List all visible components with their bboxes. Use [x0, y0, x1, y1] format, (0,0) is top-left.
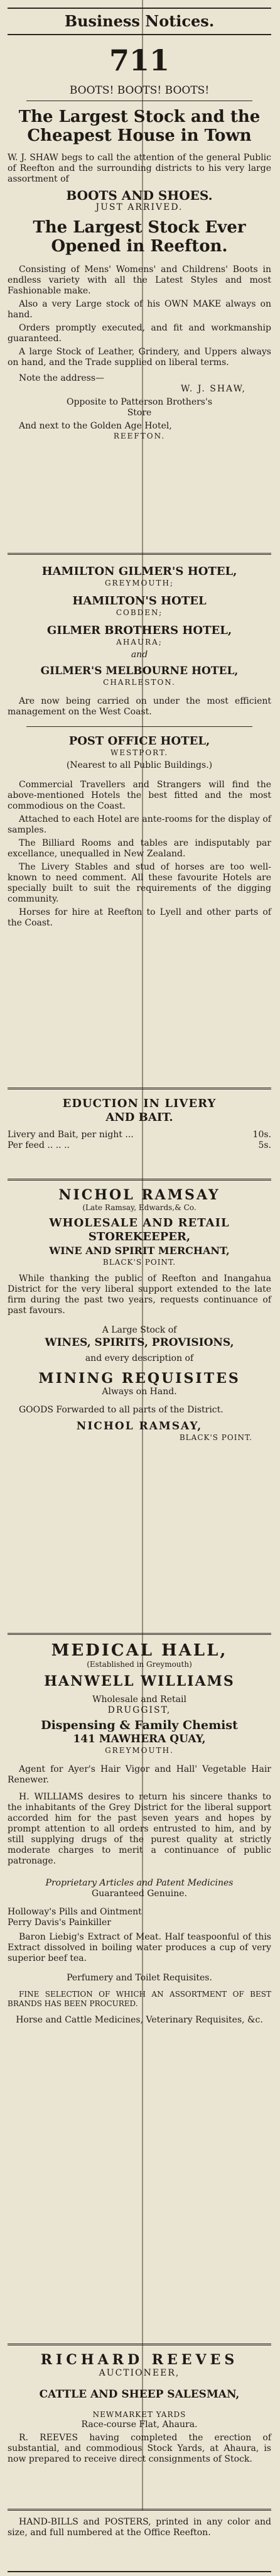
nichol-heading: STOREKEEPER,	[88, 1230, 191, 1243]
divider	[8, 1633, 271, 1635]
price-row	[8, 1130, 271, 1140]
medical-line: DRUGGIST,	[107, 1705, 171, 1715]
price-row	[8, 1140, 271, 1151]
shaw-headline: Cheapest House in Town	[27, 126, 252, 145]
nichol-line: and every description of	[85, 1353, 194, 1363]
shaw-arrived: JUST ARRIVED.	[95, 202, 183, 212]
shaw-advertisement	[8, 44, 271, 547]
hotel-name: POST OFFICE HOTEL,	[68, 734, 210, 748]
divider	[8, 1179, 271, 1181]
shaw-boots-heading: BOOTS AND SHOES.	[66, 188, 213, 203]
shaw-mark: 711	[109, 43, 170, 77]
hotel-town: AHAURA;	[116, 638, 163, 647]
hotel-name: HAMILTON GILMER'S HOTEL,	[41, 565, 237, 578]
medical-line: Guaranteed Genuine.	[92, 1889, 187, 1899]
nichol-line: A Large Stock of	[102, 1325, 177, 1335]
hotel-name: HAMILTON'S HOTEL	[72, 594, 207, 608]
gilmer-paragraph: Attached to each Hotel are ante-rooms for the display of samples.	[8, 814, 271, 835]
shaw-paragraph: Also a very Large stock of his OWN MAKE always on hand.	[8, 299, 271, 320]
hotel-town: CHARLESTON.	[103, 678, 176, 687]
shaw-headline: Opened in Reefton.	[51, 237, 228, 256]
price-value: 10s.	[252, 1130, 271, 1140]
divider	[8, 553, 271, 555]
shaw-headline: The Largest Stock Ever	[33, 218, 246, 237]
medical-line: Holloway's Pills and Ointment	[8, 1907, 142, 1917]
medical-paragraph: FINE SELECTION OF WHICH AN ASSORTMENT OF BEST BRANDS HAS BEEN PROCURED.	[8, 1990, 271, 2008]
shaw-paragraph: A large Stock of Leather, Grindery, and Uppers always on hand, and the Trade supplied on liberal terms.	[8, 347, 271, 368]
gilmer-paragraph: The Livery Stables and stud of horses are too well-known to need comment. All these favourite Hotels are specially built to suit the requirements of the digging community.	[8, 862, 271, 904]
shaw-opposite: Opposite to Patterson Brothers's	[66, 397, 213, 407]
gilmer-paragraph: The Billiard Rooms and tables are indisputably par excellance, unequalled in New Zealand.	[8, 838, 271, 859]
shaw-intro: W. J. SHAW begs to call the attention of the general Public of Reefton and the surrounding districts to his very large assortment of	[8, 153, 271, 184]
reeves-heading: CATTLE AND SHEEP SALESMAN,	[39, 2388, 240, 2401]
nichol-heading: WHOLESALE AND RETAIL	[49, 1216, 230, 1230]
shaw-note: Note the address—	[19, 373, 105, 383]
medical-line: Perfumery and Toilet Requisites.	[67, 1973, 212, 1983]
shaw-next: And next to the Golden Age Hotel,	[19, 421, 172, 431]
reeves-paragraph: R. REEVES having completed the erection of substantial, and commodious Stock Yards, at Ahaura, is now prepared to receive direct consignments of Stock.	[8, 2433, 271, 2464]
nichol-location: BLACK'S POINT.	[102, 1258, 176, 1267]
livery-advertisement	[8, 1097, 271, 1172]
header-rule	[8, 34, 271, 35]
and-word: and	[131, 650, 148, 660]
nichol-line: Always on Hand.	[102, 1387, 177, 1397]
nichol-address: BLACK'S POINT.	[179, 1433, 252, 1442]
nichol-paragraph: GOODS Forwarded to all parts of the District.	[19, 1405, 223, 1415]
handbills-advertisement	[8, 2517, 271, 2567]
medical-line: Horse and Cattle Medicines, Veterinary Requisites, &c.	[16, 2015, 263, 2025]
gilmer-paragraph: Commercial Travellers and Strangers will find the above-mentioned Hotels the best fitted and the most commodious on the Coast.	[8, 780, 271, 811]
gilmer-paragraph: Horses for hire at Reefton to Lyell and other parts of the Coast.	[8, 907, 271, 928]
nichol-paragraph: While thanking the public of Reefton and Inangahua District for the very liberal support extended to the late firm during the past two years, requests continuance of past favours.	[8, 1274, 271, 1316]
nichol-signature: NICHOL RAMSAY,	[76, 1420, 203, 1433]
footer-rule	[8, 2571, 271, 2572]
nichol-heading: WINES, SPIRITS, PROVISIONS,	[45, 1336, 234, 1349]
reeves-line: AUCTIONEER,	[99, 2368, 180, 2378]
gilmer-hotels-advertisement	[8, 565, 271, 1081]
divider	[8, 2344, 271, 2345]
shaw-name: W. J. SHAW,	[180, 384, 246, 394]
medical-heading: HANWELL WILLIAMS	[44, 1673, 235, 1689]
reeves-line: NEWMARKET YARDS	[92, 2410, 186, 2419]
medical-line: Proprietary Articles and Patent Medicines	[45, 1878, 234, 1888]
nichol-heading: MINING REQUISITES	[38, 1370, 240, 1387]
medical-town: GREYMOUTH.	[105, 1746, 174, 1755]
hotel-note: (Nearest to all Public Buildings.)	[66, 760, 213, 770]
hotel-town: COBDEN;	[116, 608, 163, 617]
shaw-headline: The Largest Stock and the	[18, 107, 261, 126]
boots-line: BOOTS! BOOTS! BOOTS!	[69, 84, 210, 97]
nichol-ramsay-advertisement	[8, 1187, 271, 1627]
notices-column	[8, 0, 271, 2576]
shaw-paragraph: Consisting of Mens' Womens' and Childrens' Boots in endless variety with all the Latest Styles and most Fashionable make.	[8, 265, 271, 296]
price-value: 5s.	[258, 1140, 271, 1150]
medical-heading: Dispensing & Family Chemist	[41, 1718, 238, 1732]
hotel-town: GREYMOUTH;	[104, 579, 175, 587]
shaw-opposite: Store	[127, 408, 152, 418]
shaw-town: REEFTON.	[113, 432, 166, 440]
reeves-advertisement	[8, 2352, 271, 2502]
section-title: Business Notices.	[64, 12, 215, 30]
livery-heading: EDUCTION IN LIVERY	[62, 1097, 217, 1110]
price-label: Per feed .. .. ..	[8, 1140, 70, 1150]
reeves-line: Race-course Flat, Ahaura.	[81, 2420, 198, 2430]
medical-line: Wholesale and Retail	[92, 1695, 186, 1705]
divider	[8, 1088, 271, 1089]
gilmer-paragraph: Are now being carried on under the most efficient management on the West Coast.	[8, 696, 271, 717]
medical-hall-advertisement	[8, 1641, 271, 2337]
medical-line: Perry Davis's Painkiller	[8, 1918, 111, 1928]
divider	[8, 2509, 271, 2511]
nichol-former-firm: (Late Ramsay, Edwards,& Co.	[82, 1203, 197, 1212]
medical-paragraph: Baron Liebig's Extract of Meat. Half teaspoonful of this Extract dissolved in boiling water produces a cup of very superior beef tea.	[8, 1932, 271, 1963]
hotel-name: GILMER BROTHERS HOTEL,	[46, 624, 232, 637]
handbills-text: HAND-BILLS and POSTERS, printed in any color and size, and full numbered at the Office Reefton.	[8, 2517, 271, 2538]
hotel-name: GILMER'S MELBOURNE HOTEL,	[40, 665, 239, 677]
reeves-heading: RICHARD REEVES	[40, 2352, 239, 2368]
livery-heading: AND BAIT.	[105, 1111, 173, 1124]
medical-paragraph: Agent for Ayer's Hair Vigor and Hall' Vegetable Hair Renewer.	[8, 1764, 271, 1785]
hotel-town: WESTPORT.	[110, 748, 169, 757]
divider	[26, 726, 252, 727]
nichol-heading: WINE AND SPIRIT MERCHANT,	[49, 1245, 230, 1257]
price-label: Livery and Bait, per night ...	[8, 1130, 134, 1140]
medical-heading: MEDICAL HALL,	[51, 1641, 228, 1660]
medical-paragraph: H. WILLIAMS desires to return his sincere thanks to the inhabitants of the Grey District for the liberal support accorded him for the past seven years and hopes by prompt attention to all orders entrusted to him, and by still supplying drugs of the purest quality at strictly moderate charges to merit a continuance of public patronage.	[8, 1792, 271, 1866]
header-rule	[8, 8, 271, 9]
medical-heading: 141 MAWHERA QUAY,	[73, 1733, 206, 1745]
medical-established: (Established in Greymouth)	[87, 1660, 192, 1669]
nichol-heading: NICHOL RAMSAY	[58, 1187, 220, 1203]
shaw-paragraph: Orders promptly executed, and fit and workmanship guaranteed.	[8, 323, 271, 344]
